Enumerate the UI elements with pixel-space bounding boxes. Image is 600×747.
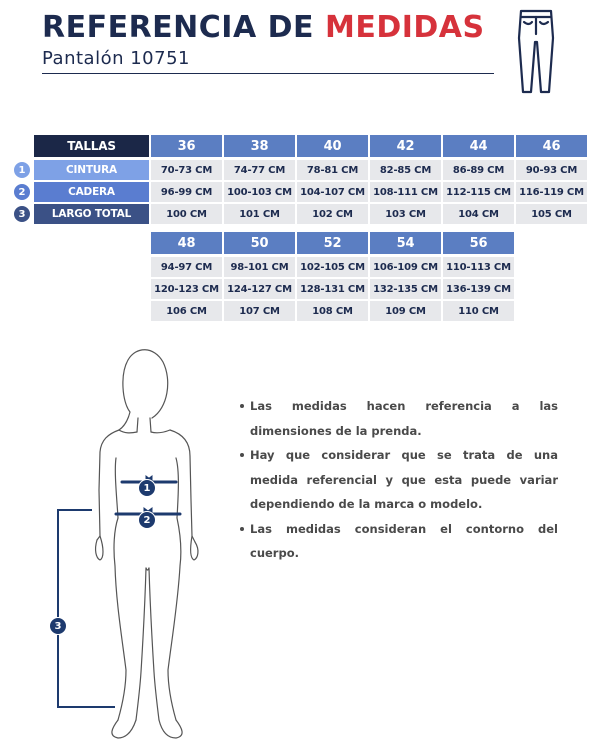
table-cell: 86-89 CM	[443, 160, 514, 180]
size-header: 52	[297, 232, 368, 254]
table-cell: 96-99 CM	[151, 182, 222, 202]
table-cell: 94-97 CM	[151, 257, 222, 277]
size-header: 54	[370, 232, 441, 254]
table-cell: 70-73 CM	[151, 160, 222, 180]
table-cell: 103 CM	[370, 204, 441, 224]
note-item: Las medidas hacen referencia a las dimensiones de la prenda.	[240, 394, 558, 443]
note-item: Hay que considerar que se trata de una medida referencial y que esta puede variar dependiendo de la marca o modelo.	[240, 443, 558, 517]
row-number-badge: 3	[12, 204, 32, 224]
table-cell: 106 CM	[151, 301, 222, 321]
body-measurement-diagram	[0, 340, 230, 745]
table-cell: 90-93 CM	[516, 160, 587, 180]
length-marker-badge: 3	[49, 617, 67, 635]
row-label-cadera: CADERA	[34, 182, 149, 202]
table-cell: 108-111 CM	[370, 182, 441, 202]
table-cell: 106-109 CM	[370, 257, 441, 277]
table-cell: 100-103 CM	[224, 182, 295, 202]
table-cell: 78-81 CM	[297, 160, 368, 180]
body-silhouette	[96, 350, 198, 738]
table-cell: 74-77 CM	[224, 160, 295, 180]
size-header: 48	[151, 232, 222, 254]
size-header: 38	[224, 135, 295, 157]
table-cell: 136-139 CM	[443, 279, 514, 299]
size-header: 46	[516, 135, 587, 157]
table-cell: 100 CM	[151, 204, 222, 224]
table-cell: 108 CM	[297, 301, 368, 321]
page-subtitle: Pantalón 10751	[42, 48, 190, 69]
row-number-badge: 1	[12, 160, 32, 180]
measurement-notes	[240, 394, 558, 566]
table-cell: 104-107 CM	[297, 182, 368, 202]
table-cell: 101 CM	[224, 204, 295, 224]
table-cell: 107 CM	[224, 301, 295, 321]
length-measure-bracket	[58, 510, 115, 707]
row-number-badge: 2	[12, 182, 32, 202]
table-cell: 128-131 CM	[297, 279, 368, 299]
title-divider	[42, 73, 494, 74]
size-header: 40	[297, 135, 368, 157]
table-cell: 104 CM	[443, 204, 514, 224]
row-label-largo-total: LARGO TOTAL	[34, 204, 149, 224]
table-cell: 116-119 CM	[516, 182, 587, 202]
table-cell: 102 CM	[297, 204, 368, 224]
table-cell: 102-105 CM	[297, 257, 368, 277]
size-header: 50	[224, 232, 295, 254]
table-cell: 105 CM	[516, 204, 587, 224]
row-label-cintura: CINTURA	[34, 160, 149, 180]
table-cell: 98-101 CM	[224, 257, 295, 277]
table-cell: 132-135 CM	[370, 279, 441, 299]
table-cell: 109 CM	[370, 301, 441, 321]
size-header: 36	[151, 135, 222, 157]
size-header: 44	[443, 135, 514, 157]
table-cell: 82-85 CM	[370, 160, 441, 180]
size-header: 42	[370, 135, 441, 157]
pants-icon	[516, 8, 556, 94]
note-item: Las medidas consideran el contorno del cuerpo.	[240, 517, 558, 566]
page-title	[42, 10, 485, 45]
size-header: 56	[443, 232, 514, 254]
table-cell: 124-127 CM	[224, 279, 295, 299]
table-cell: 112-115 CM	[443, 182, 514, 202]
hip-marker-badge: 2	[138, 511, 156, 529]
table-header-tallas: TALLAS	[34, 135, 149, 157]
title-main: REFERENCIA DE	[42, 10, 325, 45]
table-cell: 110-113 CM	[443, 257, 514, 277]
table-cell: 110 CM	[443, 301, 514, 321]
table-cell: 120-123 CM	[151, 279, 222, 299]
title-accent: MEDIDAS	[324, 10, 485, 45]
waist-marker-badge: 1	[138, 479, 156, 497]
